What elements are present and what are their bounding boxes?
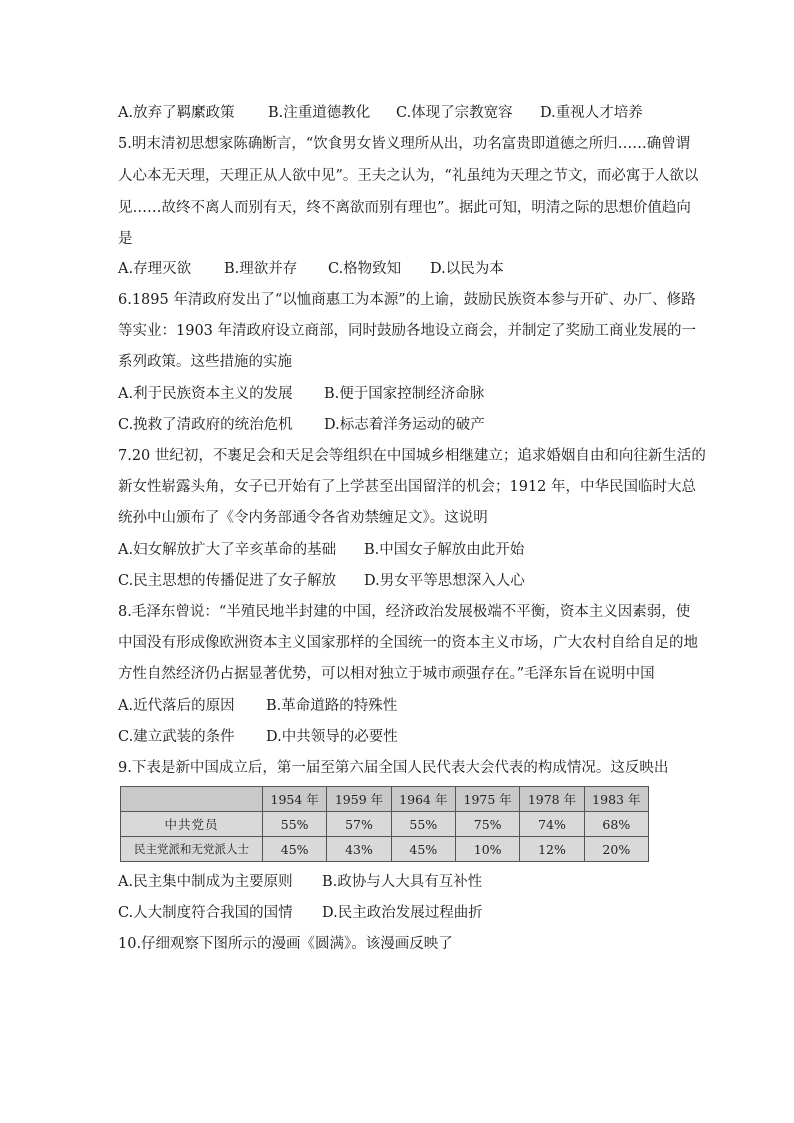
table-cell: 55%: [391, 812, 455, 837]
q5-stem-line-4: 是: [118, 231, 133, 247]
q5-stem-line-3: 见……故终不离人而别有天，终不离欲而别有理也”。据此可知，明清之际的思想价值趋向: [118, 200, 691, 216]
table-row: [121, 812, 649, 837]
q9-stem: 9.下表是新中国成立后，第一届至第六届全国人民代表大会代表的构成情况。这反映出: [118, 760, 669, 776]
table-row-label: 民主党派和无党派人士: [121, 837, 263, 862]
q7-options-row-1: [118, 540, 524, 560]
table-year-header: 1975 年: [455, 787, 519, 812]
q8-options-row-2: [118, 727, 398, 747]
q7-option-a[interactable]: A.妇女解放扩大了辛亥革命的基础: [118, 542, 337, 558]
q9-options-row-1: [118, 872, 482, 892]
q5-option-c[interactable]: C.格物致知: [328, 261, 402, 277]
q9-option-c[interactable]: C.人大制度符合我国的国情: [118, 905, 293, 921]
q6-options-row-2: [118, 415, 485, 435]
q5-option-a[interactable]: A.存理灭欲: [118, 261, 192, 277]
q8-stem-line-3: 方性自然经济仍占据显著优势，可以相对独立于城市顽强存在。”毛泽东旨在说明中国: [118, 666, 655, 682]
table-cell: 55%: [263, 812, 327, 837]
table-cell: 74%: [520, 812, 584, 837]
q8-options-row-1: [118, 696, 397, 716]
q9-composition-table: [120, 786, 649, 862]
q9-option-a[interactable]: A.民主集中制成为主要原则: [118, 874, 293, 890]
q7-stem-line-1: 7.20 世纪初，不裹足会和天足会等组织在中国城乡相继建立；追求婚姻自由和向往新生活的: [118, 448, 706, 464]
q5-options: [118, 259, 504, 279]
q8-stem-line-1: 8.毛泽东曾说：“半殖民地半封建的中国，经济政治发展极端不平衡，资本主义因素弱，使: [118, 604, 691, 620]
q5-stem-line-2: 人心本无天理，天理正从人欲中见”。王夫之认为，“礼虽纯为天理之节文，而必寓于人欲以: [118, 168, 699, 184]
table-cell: 57%: [327, 812, 391, 837]
q9-options-row-2: [118, 903, 483, 923]
q7-options-row-2: [118, 571, 525, 591]
table-cell: 20%: [584, 837, 648, 862]
table-cell: 68%: [584, 812, 648, 837]
q4-option-a[interactable]: A.放弃了羁縻政策: [118, 105, 235, 121]
table-cell: 45%: [391, 837, 455, 862]
q5-option-b[interactable]: B.理欲并存: [224, 261, 298, 277]
table-row: [121, 837, 649, 862]
table-year-header: 1983 年: [584, 787, 648, 812]
q8-stem-line-2: 中国没有形成像欧洲资本主义国家那样的全国统一的资本主义市场，广大农村自给自足的地: [118, 635, 698, 651]
table-cell: 10%: [455, 837, 519, 862]
table-year-header: 1954 年: [263, 787, 327, 812]
table-cell: 12%: [520, 837, 584, 862]
q4-option-d[interactable]: D.重视人才培养: [540, 105, 643, 121]
q7-stem-line-3: 统孙中山颁布了《令内务部通令各省劝禁缠足文》。这说明: [118, 510, 488, 526]
q6-stem-line-3: 系列政策。这些措施的实施: [118, 354, 292, 370]
table-year-header: 1959 年: [327, 787, 391, 812]
q6-options-row-1: [118, 384, 484, 404]
table-cell: 45%: [263, 837, 327, 862]
q4-option-c[interactable]: C.体现了宗教宽容: [396, 105, 513, 121]
q7-option-d[interactable]: D.男女平等思想深入人心: [364, 573, 525, 589]
q8-option-c[interactable]: C.建立武装的条件: [118, 729, 235, 745]
table-year-header: 1978 年: [520, 787, 584, 812]
q6-option-d[interactable]: D.标志着洋务运动的破产: [324, 417, 485, 433]
q9-option-d[interactable]: D.民主政治发展过程曲折: [322, 905, 483, 921]
table-corner-cell: [121, 787, 263, 812]
q8-option-d[interactable]: D.中共领导的必要性: [266, 729, 398, 745]
table-cell: 43%: [327, 837, 391, 862]
q6-stem-line-2: 等实业：1903 年清政府设立商部，同时鼓励各地设立商会，并制定了奖励工商业发展的一: [118, 323, 697, 339]
q8-option-b[interactable]: B.革命道路的特殊性: [266, 698, 398, 714]
q6-option-c[interactable]: C.挽救了清政府的统治危机: [118, 417, 293, 433]
q4-options: [118, 103, 643, 123]
q5-option-d[interactable]: D.以民为本: [430, 261, 504, 277]
table-header-row: [121, 787, 649, 812]
q9-option-b[interactable]: B.政协与人大具有互补性: [322, 874, 483, 890]
table-cell: 75%: [455, 812, 519, 837]
q6-option-a[interactable]: A.利于民族资本主义的发展: [118, 386, 293, 402]
q4-option-b[interactable]: B.注重道德教化: [268, 105, 371, 121]
q7-stem-line-2: 新女性崭露头角，女子已开始有了上学甚至出国留洋的机会；1912 年，中华民国临时大总: [118, 479, 697, 495]
table-row-label: 中共党员: [121, 812, 263, 837]
q7-option-b[interactable]: B.中国女子解放由此开始: [364, 542, 525, 558]
q7-option-c[interactable]: C.民主思想的传播促进了女子解放: [118, 573, 337, 589]
q6-option-b[interactable]: B.便于国家控制经济命脉: [324, 386, 485, 402]
q6-stem-line-1: 6.1895 年清政府发出了“以恤商惠工为本源”的上谕，鼓励民族资本参与开矿、办厂、修路: [118, 292, 696, 308]
q5-stem-line-1: 5.明末清初思想家陈确断言，“饮食男女皆义理所从出，功名富贵即道德之所归……确曾谓: [118, 136, 691, 152]
q10-stem: 10.仔细观察下图所示的漫画《圆满》。该漫画反映了: [118, 936, 453, 952]
q8-option-a[interactable]: A.近代落后的原因: [118, 698, 235, 714]
table-year-header: 1964 年: [391, 787, 455, 812]
